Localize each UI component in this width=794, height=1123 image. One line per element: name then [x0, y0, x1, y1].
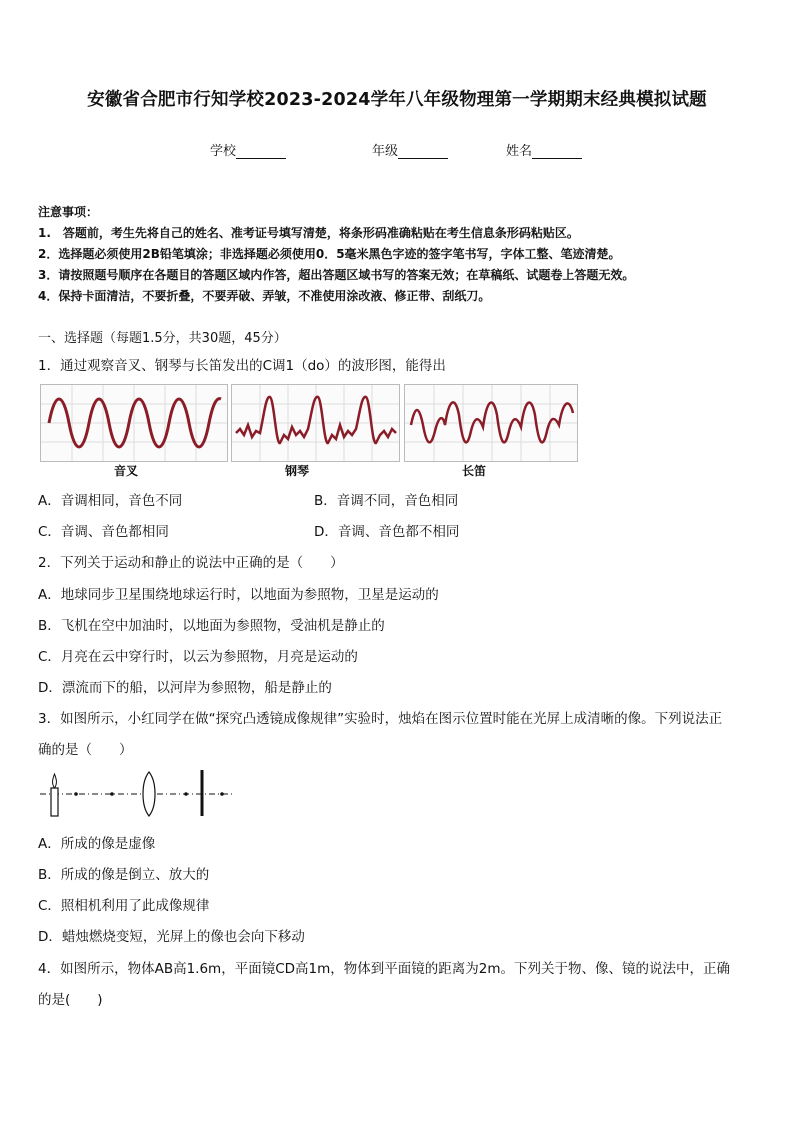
wave-label-flute: 长笛 — [462, 464, 487, 478]
note-item: 1. 答题前，考生先将自己的姓名、准考证号填写清楚，将条形码准确粘贴在考生信息条形码粘贴区。 — [38, 226, 579, 240]
section-heading: 一、选择题（每题1.5分，共30题，45分） — [38, 331, 287, 346]
axis-point — [220, 792, 224, 796]
name-label: 姓名 — [506, 144, 533, 159]
candle-flame — [53, 774, 57, 788]
grade-label: 年级 — [372, 144, 399, 159]
axis-point — [184, 792, 188, 796]
candle-body — [51, 788, 58, 816]
wave-label-piano: 钢琴 — [285, 464, 310, 478]
notes-heading: 注意事项： — [38, 205, 99, 219]
q1-option-c[interactable]: C．音调、音色都相同 — [38, 524, 169, 540]
flute-wave-svg — [405, 385, 577, 461]
q3-option-a[interactable]: A．所成的像是虚像 — [38, 836, 156, 852]
lens-setup-diagram — [36, 766, 236, 822]
q3-stem-line1: 3．如图所示，小红同学在做“探究凸透镜成像规律”实验时，烛焰在图示位置时能在光屏上成清晰的像。下列说法正 — [38, 711, 723, 727]
tuning-fork-wave-svg — [41, 385, 227, 461]
school-blank[interactable] — [236, 145, 286, 159]
q3-option-b[interactable]: B．所成的像是倒立、放大的 — [38, 867, 210, 883]
q2-option-d[interactable]: D．漂流而下的船，以河岸为参照物，船是静止的 — [38, 680, 332, 696]
q1-option-a[interactable]: A．音调相同，音色不同 — [38, 493, 183, 509]
q2-stem: 2．下列关于运动和静止的说法中正确的是（ ） — [38, 555, 344, 571]
school-label: 学校 — [210, 144, 237, 159]
q1-stem: 1．通过观察音叉、钢琴与长笛发出的C调1（do）的波形图，能得出 — [38, 358, 446, 374]
tuning-fork-waveform — [40, 384, 228, 462]
wave-label-tuning-fork: 音叉 — [114, 464, 139, 478]
convex-lens — [143, 772, 155, 816]
piano-wave-svg — [232, 385, 399, 461]
axis-point — [74, 792, 78, 796]
name-blank[interactable] — [532, 145, 582, 159]
note-item: 3．请按照题号顺序在各题目的答题区域内作答，超出答题区域书写的答案无效；在草稿纸、试题卷上答题无效。 — [38, 268, 635, 282]
q2-option-a[interactable]: A．地球同步卫星围绕地球运行时，以地面为参照物，卫星是运动的 — [38, 587, 439, 603]
q1-option-b[interactable]: B．音调不同，音色相同 — [314, 493, 459, 509]
q4-stem-line1: 4．如图所示，物体AB高1.6m，平面镜CD高1m，物体到平面镜的距离为2m。下列关于物、像、镜的说法中，正确 — [38, 961, 731, 977]
q3-stem-line2: 确的是（ ） — [38, 742, 133, 758]
q3-option-d[interactable]: D．蜡烛燃烧变短，光屏上的像也会向下移动 — [38, 929, 305, 945]
grade-field — [372, 140, 448, 159]
school-field — [210, 140, 286, 159]
note-item: 2．选择题必须使用2B铅笔填涂；非选择题必须使用0．5毫米黑色字迹的签字笔书写，字体工整、笔迹清楚。 — [38, 247, 621, 261]
note-item: 4．保持卡面清洁，不要折叠，不要弄破、弄皱，不准使用涂改液、修正带、刮纸刀。 — [38, 289, 491, 303]
piano-waveform — [231, 384, 400, 462]
name-field — [506, 140, 582, 159]
page-title: 安徽省合肥市行知学校2023-2024学年八年级物理第一学期期末经典模拟试题 — [87, 90, 707, 110]
grade-blank[interactable] — [398, 145, 448, 159]
q2-option-c[interactable]: C．月亮在云中穿行时，以云为参照物，月亮是运动的 — [38, 649, 358, 665]
q4-stem-line2: 的是( ) — [38, 992, 103, 1008]
q2-option-b[interactable]: B．飞机在空中加油时，以地面为参照物，受油机是静止的 — [38, 618, 385, 634]
notes-block — [38, 202, 634, 307]
q3-option-c[interactable]: C．照相机利用了此成像规律 — [38, 898, 210, 914]
flute-waveform — [404, 384, 578, 462]
axis-point — [110, 792, 114, 796]
q1-option-d[interactable]: D．音调、音色都不相同 — [314, 524, 460, 540]
